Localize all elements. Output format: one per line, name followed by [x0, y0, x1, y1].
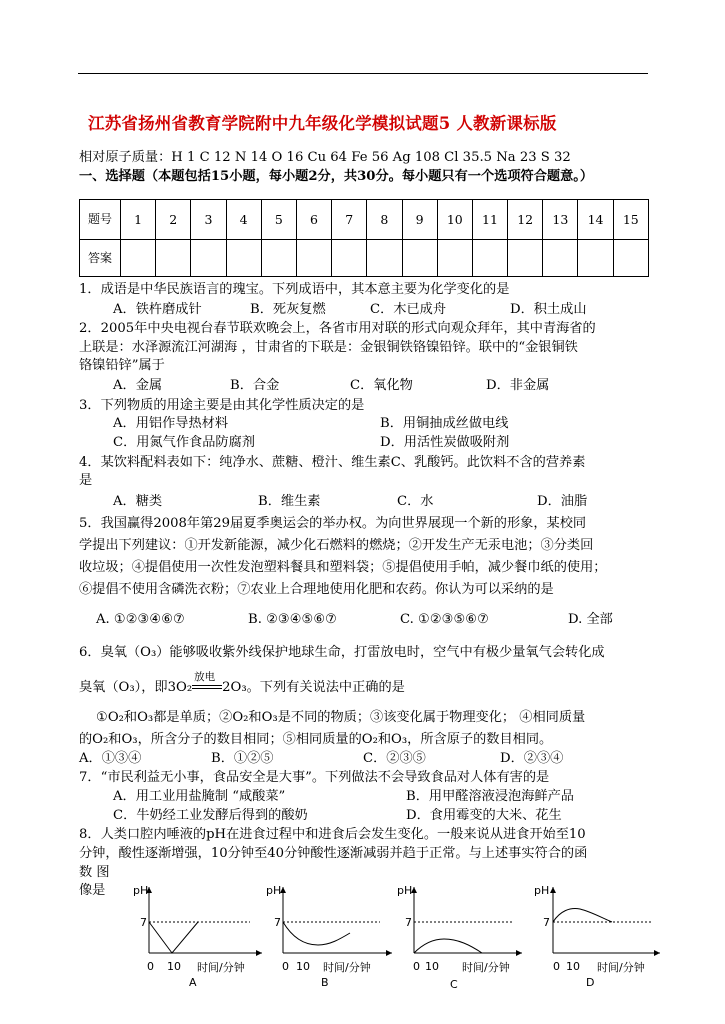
q5-option-c: C. ①②③⑤⑥⑦ — [400, 612, 489, 627]
q5-line2: 学提出下列建议：①开发新能源，减少化石燃料的燃烧；②开发生产无汞电池；③分类回 — [79, 538, 594, 553]
q6-option-c: C．②③⑤ — [363, 751, 426, 766]
graph-d-zero: 0 — [553, 960, 560, 973]
graph-a-zero: 0 — [147, 960, 154, 973]
q2-option-c: C．氧化物 — [350, 378, 413, 393]
q1-option-c: C．木已成舟 — [370, 302, 447, 317]
answer-cell[interactable] — [332, 239, 367, 276]
row-header-answer: 答案 — [80, 239, 121, 276]
graph-d-letter: D — [586, 976, 595, 989]
graph-b-xlabel: 时间/分钟 — [323, 961, 371, 974]
answer-cell[interactable] — [613, 239, 648, 276]
q8-line2: 分钟，酸性逐渐增强，10分钟至40分钟酸性逐渐减弱并趋于正常。与上述事实符合的函 — [79, 846, 588, 861]
q2-line1: 2．2005年中央电视台春节联欢晚会上，各省市用对联的形式向观众拜年，其中青海省的 — [79, 321, 596, 336]
q5-option-d: D. 全部 — [568, 612, 613, 627]
q4-option-b: B．维生素 — [258, 494, 321, 509]
graph-c-letter: C — [450, 978, 458, 991]
ph-graphs — [0, 875, 725, 1005]
q3-option-a: A．用铝作导热材料 — [113, 416, 229, 431]
graph-a-ylabel: pH — [133, 884, 149, 897]
table-cell: 2 — [156, 200, 191, 240]
q5-line1: 5．我国赢得2008年第29届夏季奥运会的举办权。为向世界展现一个新的形象，某校同 — [79, 516, 587, 531]
graph-d — [534, 884, 660, 989]
graph-c-ten: 10 — [425, 960, 439, 973]
answer-cell[interactable] — [156, 239, 191, 276]
q7-option-b: B．用甲醛溶液浸泡海鲜产品 — [406, 789, 574, 804]
discharge-label: 放电 — [194, 670, 216, 683]
graph-a — [133, 884, 262, 989]
answer-cell[interactable] — [121, 239, 156, 276]
graph-d-seven: 7 — [543, 916, 550, 929]
q2-option-d: D．非金属 — [486, 378, 550, 393]
q2-line3: 铬镍铅锌”属于 — [79, 358, 165, 373]
q4-option-c: C．水 — [397, 494, 434, 509]
q5-line3: 收垃圾；④提倡使用一次性发泡塑料餐具和塑料袋；⑤提倡使用手帕，减少餐巾纸的使用； — [79, 560, 607, 575]
graph-c-seven: 7 — [405, 916, 412, 929]
q3-option-d: D．用活性炭做吸附剂 — [380, 435, 510, 450]
table-cell: 3 — [191, 200, 226, 240]
table-cell: 10 — [437, 200, 472, 240]
q1-option-d: D．积土成山 — [510, 302, 587, 317]
q6-line4: 的O₂和O₃，所含分子的数目相同；⑤相同质量的O₂和O₃，所含原子的数目相同。 — [79, 732, 553, 747]
table-cell: 8 — [367, 200, 402, 240]
graph-b-ten: 10 — [296, 960, 310, 973]
q6-option-b: B．①②⑤ — [211, 751, 274, 766]
graph-a-xlabel: 时间/分钟 — [197, 961, 245, 974]
q8-line1: 8．人类口腔内唾液的pH在进食过程中和进食后会发生变化。一般来说从进食开始至10 — [79, 827, 586, 842]
q6-line1: 6．臭氧（O₃）能够吸收紫外线保护地球生命，打雷放电时，空气中有极少量氧气会转化成 — [79, 645, 605, 660]
table-cell: 15 — [613, 200, 648, 240]
q1-stem: 1．成语是中华民族语言的瑰宝。下列成语中，其本意主要为化学变化的是 — [79, 282, 510, 297]
answer-cell[interactable] — [578, 239, 613, 276]
q4-option-d: D．油脂 — [537, 494, 588, 509]
q6-option-a: A．①③④ — [79, 751, 142, 766]
q7-stem: 7．“市民利益无小事，食品安全是大事”。下列做法不会导致食品对人体有害的是 — [79, 770, 550, 785]
graph-d-ten: 10 — [566, 960, 580, 973]
q3-stem: 3．下列物质的用途主要是由其化学性质决定的是 — [79, 398, 365, 413]
q3-option-b: B．用铜抽成丝做电线 — [380, 416, 509, 431]
table-cell: 14 — [578, 200, 613, 240]
header-rule — [78, 73, 648, 74]
answer-cell[interactable] — [261, 239, 296, 276]
graph-b-ylabel: pH — [266, 884, 282, 897]
graph-a-seven: 7 — [140, 916, 147, 929]
table-cell: 13 — [543, 200, 578, 240]
graph-a-letter: A — [189, 976, 197, 989]
answer-cell[interactable] — [508, 239, 543, 276]
answer-cell[interactable] — [367, 239, 402, 276]
atomic-mass-line: 相对原子质量：H 1 C 12 N 14 O 16 Cu 64 Fe 56 Ag 108 Cl 35.5 Na 23 S 32 — [79, 150, 571, 165]
answer-cell[interactable] — [191, 239, 226, 276]
page-title: 江苏省扬州省教育学院附中九年级化学模拟试题5 人教新课标版 — [88, 114, 557, 133]
q6-line2 — [79, 670, 405, 697]
q5-option-a: A. ①②③④⑥⑦ — [96, 612, 185, 627]
graph-c-zero: 0 — [413, 960, 420, 973]
q1-option-a: A．铁杵磨成针 — [113, 302, 202, 317]
q7-option-a: A．用工业用盐腌制 “咸酸菜” — [113, 789, 286, 804]
graph-d-xlabel: 时间/分钟 — [597, 961, 645, 974]
q5-line4: ⑥提倡不使用含磷洗衣粉；⑦农业上合理地使用化肥和农药。你认为可以采纳的是 — [79, 582, 554, 597]
table-cell: 6 — [296, 200, 331, 240]
graph-b — [266, 884, 392, 989]
table-cell: 7 — [332, 200, 367, 240]
graph-b-zero: 0 — [282, 960, 289, 973]
graph-c — [397, 884, 522, 991]
q5-option-b: B. ②③④⑤⑥⑦ — [248, 612, 338, 627]
graph-a-ten: 10 — [167, 960, 181, 973]
table-cell: 5 — [261, 200, 296, 240]
answer-cell[interactable] — [472, 239, 507, 276]
q7-option-c: C．牛奶经工业发酵后得到的酸奶 — [113, 808, 308, 823]
answer-cell[interactable] — [296, 239, 331, 276]
discharge-arrow — [192, 670, 222, 695]
graph-d-ylabel: pH — [534, 884, 550, 897]
q6-equation-left: 臭氧（O₃），即3O₂ — [79, 680, 193, 695]
table-cell: 11 — [472, 200, 507, 240]
graph-b-seven: 7 — [274, 916, 281, 929]
q4-line1: 4．某饮料配料表如下：纯净水、蔗糖、橙汁、维生素C、乳酸钙。此饮料不含的营养素 — [79, 455, 586, 470]
table-cell: 1 — [121, 200, 156, 240]
graph-c-ylabel: pH — [397, 884, 413, 897]
section-heading: 一、选择题（本题包括15小题，每小题2分，共30分。每小题只有一个选项符合题意。） — [79, 169, 594, 184]
q1-option-b: B．死灰复燃 — [250, 302, 326, 317]
q6-option-d: D．②③④ — [500, 751, 564, 766]
q6-line3: ①O₂和O₃都是单质；②O₂和O₃是不同的物质；③该变化属于物理变化； ④相同质量 — [96, 710, 586, 725]
table-row — [80, 239, 649, 276]
q6-equation-right: 2O₃。下列有关说法中正确的是 — [222, 680, 405, 695]
graph-c-xlabel: 时间/分钟 — [462, 961, 510, 974]
graph-b-letter: B — [321, 976, 329, 989]
q2-option-b: B．合金 — [230, 378, 280, 393]
q4-line2: 是 — [79, 473, 93, 488]
q7-option-d: D．食用霉变的大米、花生 — [406, 808, 562, 823]
answer-cell[interactable] — [543, 239, 578, 276]
q8-line3: 数 图 — [79, 865, 110, 880]
answer-cell[interactable] — [226, 239, 261, 276]
row-header-number: 题号 — [80, 200, 121, 240]
q3-option-c: C．用氮气作食品防腐剂 — [113, 435, 255, 450]
table-row — [80, 200, 649, 240]
q2-line2: 上联是：水泽源流江河湖海 ，甘肃省的下联是：金银铜铁铬镍铅锌。联中的“金银铜铁 — [79, 340, 578, 355]
q8-line4: 像是 — [79, 883, 106, 898]
table-cell: 9 — [402, 200, 437, 240]
table-cell: 4 — [226, 200, 261, 240]
answer-cell[interactable] — [437, 239, 472, 276]
answer-table — [79, 199, 649, 277]
answer-cell[interactable] — [402, 239, 437, 276]
q2-option-a: A．金属 — [113, 378, 163, 393]
table-cell: 12 — [508, 200, 543, 240]
q4-option-a: A．糖类 — [113, 494, 163, 509]
